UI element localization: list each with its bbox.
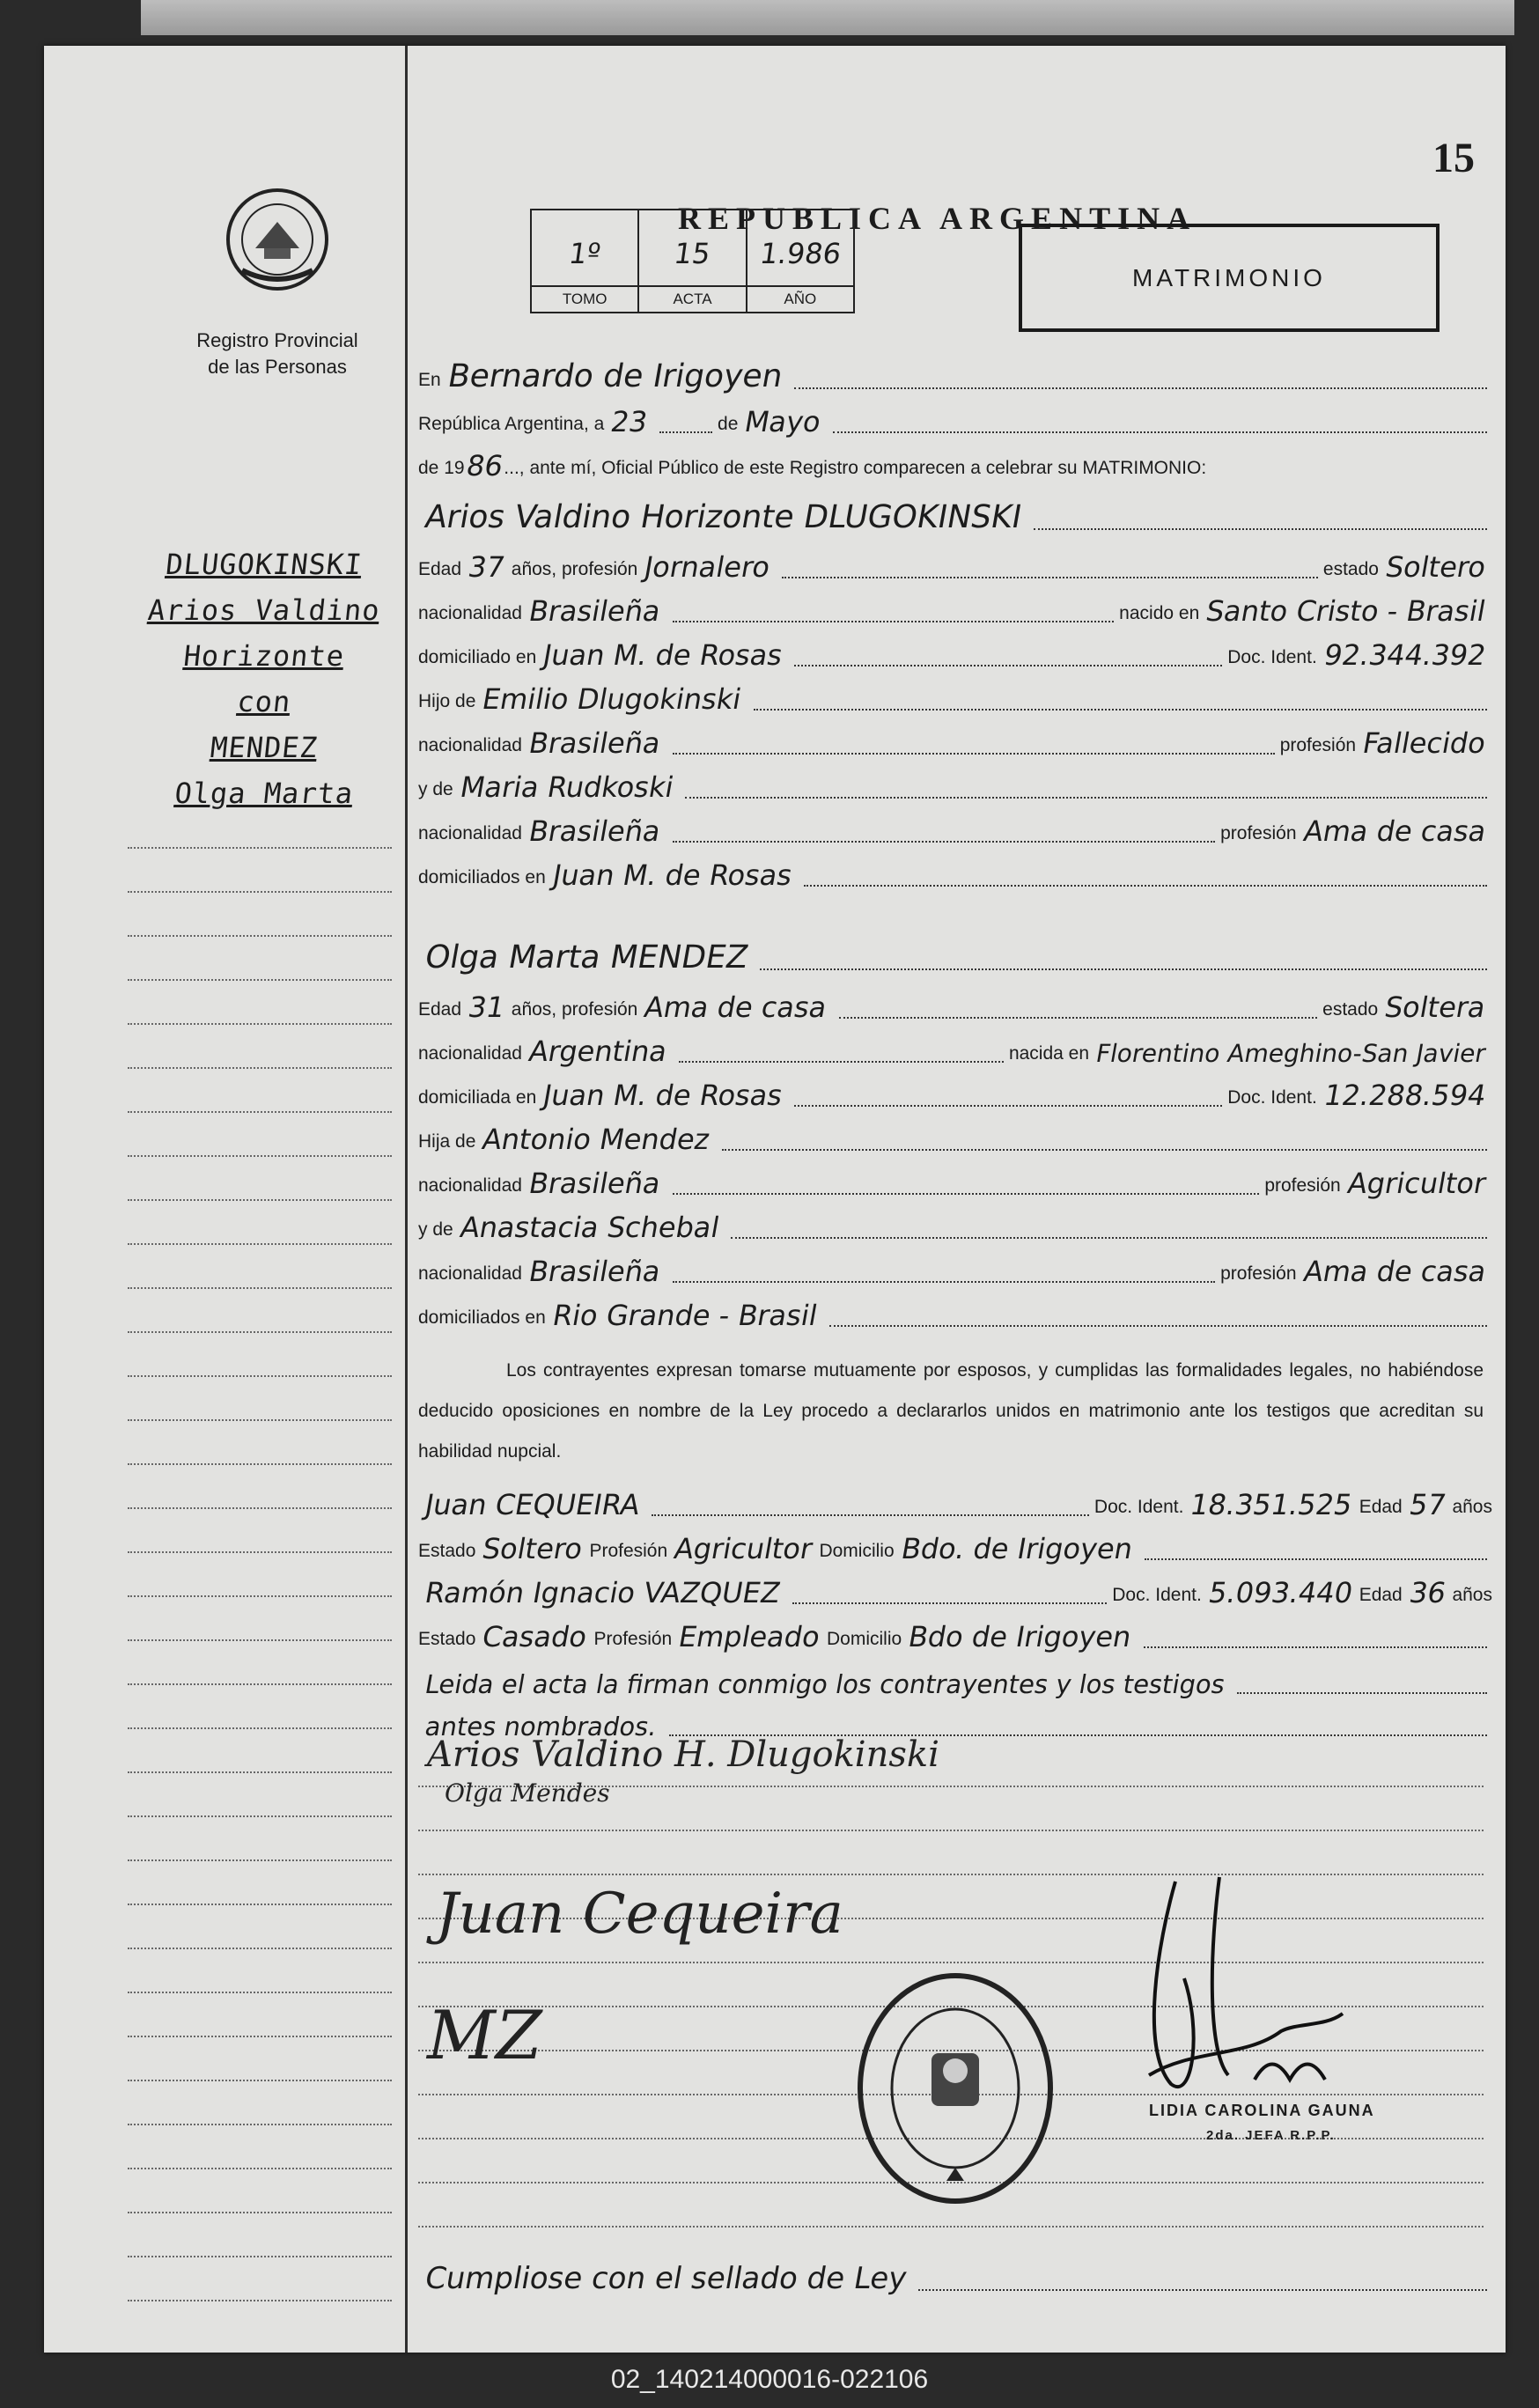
witness2-signature: MZ bbox=[427, 1996, 542, 2074]
groom-address: Juan M. de Rosas bbox=[541, 638, 786, 672]
label-nacionalidad: nacionalidad bbox=[418, 823, 522, 843]
witness2-doc: 5.093.440 bbox=[1205, 1576, 1356, 1609]
groom-status: Soltero bbox=[1382, 550, 1489, 584]
official-seal-icon bbox=[854, 1970, 1057, 2207]
declaration-paragraph bbox=[418, 1351, 1484, 1472]
label-doc: Doc. Ident. bbox=[1227, 1087, 1317, 1108]
groom-mother-nationality: Brasileña bbox=[526, 814, 664, 848]
row-bride-mother bbox=[418, 1204, 1492, 1246]
left-margin-column bbox=[44, 46, 408, 2353]
groom-profession: Jornalero bbox=[642, 550, 774, 584]
row-witness1-details bbox=[418, 1525, 1492, 1567]
label-estado: estado bbox=[1322, 559, 1379, 579]
bride-birthplace: Florentino Ameghino-San Javier bbox=[1094, 1039, 1489, 1068]
label-edad: Edad bbox=[1359, 1585, 1403, 1605]
witness1-doc: 18.351.525 bbox=[1188, 1488, 1356, 1521]
document-id: 02_140214000016-022106 bbox=[610, 2365, 929, 2394]
witness1-name: Juan CEQUEIRA bbox=[422, 1488, 643, 1521]
label-year-prefix: de 19 bbox=[418, 458, 465, 478]
row-witness1 bbox=[418, 1481, 1492, 1523]
row-bride-father bbox=[418, 1116, 1492, 1158]
groom-mother: Maria Rudkoski bbox=[457, 770, 676, 804]
witness1-profession: Agricultor bbox=[671, 1532, 815, 1565]
row-date bbox=[418, 398, 1492, 440]
registry-caption bbox=[167, 328, 387, 380]
groom-father-nationality: Brasileña bbox=[526, 726, 664, 760]
closing-line2: antes nombrados. bbox=[423, 1712, 659, 1742]
label-doc: Doc. Ident. bbox=[1112, 1585, 1202, 1605]
witness2-profession: Empleado bbox=[676, 1620, 823, 1653]
bride-mother-profession: Ama de casa bbox=[1300, 1255, 1489, 1288]
bride-father: Antonio Mendez bbox=[480, 1123, 713, 1156]
row-groom-nationality bbox=[418, 587, 1492, 630]
declaration-text: Los contrayentes expresan tomarse mutuamente por esposos, y cumplidas las formalidades legales, no habiéndose deducido oposiciones en nombre de la Ley procedo a declararlos unidos en matrimonio ante los testigos que acreditan su habilidad nupcial. bbox=[418, 1360, 1484, 1462]
label-estado: Estado bbox=[418, 1629, 476, 1649]
label-domiciliado: domiciliado en bbox=[418, 647, 537, 667]
label-edad: Edad bbox=[1359, 1497, 1403, 1517]
row-bride-parents-address bbox=[418, 1292, 1492, 1334]
label-domiciliados: domiciliados en bbox=[418, 1307, 546, 1328]
label-doc: Doc. Ident. bbox=[1227, 647, 1317, 667]
label-estado: estado bbox=[1322, 999, 1379, 1020]
value-day: 23 bbox=[608, 405, 651, 438]
groom-parents-address: Juan M. de Rosas bbox=[549, 858, 795, 892]
label-en: En bbox=[418, 370, 441, 390]
groom-father-profession: Fallecido bbox=[1359, 726, 1489, 760]
margin-name-line: Arios Valdino bbox=[146, 593, 382, 627]
label-domiciliados: domiciliados en bbox=[418, 867, 546, 887]
label-anios: años bbox=[1452, 1497, 1492, 1517]
tomo-label: TOMO bbox=[532, 285, 637, 312]
acta-value: 15 bbox=[672, 237, 713, 270]
row-bride-age bbox=[418, 983, 1492, 1026]
intro-text: ..., ante mí, Oficial Público de este Registro comparecen a celebrar su MATRIMONIO: bbox=[504, 458, 1207, 478]
row-year bbox=[418, 442, 1492, 484]
registry-caption-line1: Registro Provincial bbox=[196, 329, 358, 351]
witness1-address: Bdo. de Irigoyen bbox=[898, 1532, 1136, 1565]
label-anios: años bbox=[1452, 1585, 1492, 1605]
bride-name: Olga Marta MENDEZ bbox=[422, 939, 751, 976]
official-name: LIDIA CAROLINA GAUNA bbox=[1149, 2102, 1375, 2119]
label-nacionalidad: nacionalidad bbox=[418, 1263, 522, 1284]
label-profesion: profesión bbox=[1220, 823, 1297, 843]
label-profesion: profesión bbox=[1264, 1175, 1341, 1196]
label-edad: Edad bbox=[418, 559, 462, 579]
label-domicilio: Domicilio bbox=[827, 1629, 902, 1649]
groom-mother-profession: Ama de casa bbox=[1300, 814, 1489, 848]
label-edad: Edad bbox=[418, 999, 462, 1020]
row-place bbox=[418, 354, 1492, 396]
bride-nationality: Argentina bbox=[526, 1035, 670, 1068]
margin-name-line: Olga Marta bbox=[173, 777, 356, 810]
bride-mother-nationality: Brasileña bbox=[526, 1255, 664, 1288]
acta-label: ACTA bbox=[639, 285, 745, 312]
groom-father: Emilio Dlugokinski bbox=[480, 682, 745, 716]
groom-doc: 92.344.392 bbox=[1321, 638, 1489, 672]
country-title: REPUBLICA ARGENTINA bbox=[678, 201, 1197, 236]
label-republica: República Argentina, a bbox=[418, 414, 605, 434]
row-bride-nationality bbox=[418, 1027, 1492, 1070]
label-y-de: y de bbox=[418, 1219, 453, 1240]
bride-signature: Olga Mendes bbox=[445, 1778, 610, 1808]
value-place: Bernardo de Irigoyen bbox=[445, 358, 785, 394]
row-groom-mother-info bbox=[418, 807, 1492, 850]
row-groom-name bbox=[418, 495, 1492, 537]
bride-doc: 12.288.594 bbox=[1321, 1079, 1489, 1112]
anio-value: 1.986 bbox=[757, 237, 843, 270]
bride-status: Soltera bbox=[1382, 990, 1489, 1024]
bride-parents-address: Rio Grande - Brasil bbox=[549, 1299, 821, 1332]
margin-name-line: DLUGOKINSKI bbox=[164, 548, 364, 581]
label-nacionalidad: nacionalidad bbox=[418, 1175, 522, 1196]
witness2-address: Bdo de Irigoyen bbox=[906, 1620, 1135, 1653]
bride-father-profession: Agricultor bbox=[1344, 1167, 1489, 1200]
label-y-de: y de bbox=[418, 779, 453, 799]
row-final-note bbox=[418, 2256, 1492, 2298]
groom-birthplace: Santo Cristo - Brasil bbox=[1204, 594, 1489, 628]
label-doc: Doc. Ident. bbox=[1094, 1497, 1184, 1517]
row-groom-age bbox=[418, 543, 1492, 585]
row-closing-1 bbox=[418, 1659, 1492, 1701]
label-nacida: nacida en bbox=[1008, 1043, 1090, 1064]
label-profesion: profesión bbox=[1220, 1263, 1297, 1284]
row-bride-mother-info bbox=[418, 1248, 1492, 1290]
closing-line1: Leida el acta la firman conmigo los contrayentes y los testigos bbox=[423, 1669, 1228, 1699]
witness2-status: Casado bbox=[480, 1620, 591, 1653]
row-groom-father bbox=[418, 675, 1492, 718]
registry-caption-line2: de las Personas bbox=[208, 356, 347, 378]
label-anios-profesion: años, profesión bbox=[511, 999, 638, 1020]
groom-name: Arios Valdino Horizonte DLUGOKINSKI bbox=[422, 499, 1025, 535]
label-hija: Hija de bbox=[418, 1131, 476, 1152]
label-de: de bbox=[718, 414, 739, 434]
official-signature-icon bbox=[1123, 1873, 1360, 2110]
provincial-crest-icon bbox=[225, 187, 330, 292]
bride-address: Juan M. de Rosas bbox=[541, 1079, 786, 1112]
witness1-age: 57 bbox=[1406, 1488, 1448, 1521]
tomo-value: 1º bbox=[566, 237, 603, 270]
value-month: Mayo bbox=[742, 405, 824, 438]
margin-name-line: MENDEZ bbox=[209, 731, 320, 764]
official-title: 2da. JEFA R.P.P. bbox=[1206, 2128, 1336, 2143]
groom-age: 37 bbox=[465, 550, 508, 584]
witness1-signature: Juan Cequeira bbox=[436, 1881, 843, 1947]
witness2-age: 36 bbox=[1406, 1576, 1448, 1609]
label-estado: Estado bbox=[418, 1541, 476, 1561]
row-bride-address bbox=[418, 1071, 1492, 1114]
row-bride-name bbox=[418, 935, 1492, 977]
anio-label: AÑO bbox=[747, 285, 853, 312]
bride-mother: Anastacia Schebal bbox=[457, 1211, 722, 1244]
row-groom-parents-address bbox=[418, 851, 1492, 894]
label-domicilio: Domicilio bbox=[819, 1541, 895, 1561]
label-domiciliada: domiciliada en bbox=[418, 1087, 537, 1108]
row-witness2 bbox=[418, 1569, 1492, 1611]
record-type-box: MATRIMONIO bbox=[1019, 224, 1440, 332]
row-witness2-details bbox=[418, 1613, 1492, 1655]
label-nacionalidad: nacionalidad bbox=[418, 735, 522, 755]
label-nacido: nacido en bbox=[1119, 603, 1200, 623]
row-groom-father-info bbox=[418, 719, 1492, 762]
label-nacionalidad: nacionalidad bbox=[418, 603, 522, 623]
bride-age: 31 bbox=[465, 990, 508, 1024]
background-page-edge bbox=[141, 0, 1514, 35]
row-groom-address bbox=[418, 631, 1492, 674]
witness2-name: Ramón Ignacio VAZQUEZ bbox=[422, 1576, 784, 1609]
groom-signature: Arios Valdino H. Dlugokinski bbox=[427, 1734, 939, 1775]
margin-name-line: con bbox=[235, 685, 293, 718]
row-bride-father-info bbox=[418, 1160, 1492, 1202]
witness1-status: Soltero bbox=[480, 1532, 585, 1565]
certificate-page bbox=[44, 46, 1506, 2353]
label-nacionalidad: nacionalidad bbox=[418, 1043, 522, 1064]
label-hijo: Hijo de bbox=[418, 691, 476, 711]
bride-profession: Ama de casa bbox=[642, 990, 830, 1024]
label-anios-profesion: años, profesión bbox=[511, 559, 638, 579]
value-year-suffix: 86 bbox=[463, 449, 505, 482]
label-profesion: Profesión bbox=[593, 1629, 673, 1649]
label-profesion: profesión bbox=[1279, 735, 1357, 755]
bride-father-nationality: Brasileña bbox=[526, 1167, 664, 1200]
page-number: 15 bbox=[1432, 135, 1475, 181]
groom-nationality: Brasileña bbox=[526, 594, 664, 628]
label-profesion: Profesión bbox=[589, 1541, 668, 1561]
row-groom-mother bbox=[418, 763, 1492, 806]
margin-name-line: Horizonte bbox=[181, 639, 347, 673]
final-note: Cumpliose con el sellado de Ley bbox=[422, 2261, 910, 2296]
